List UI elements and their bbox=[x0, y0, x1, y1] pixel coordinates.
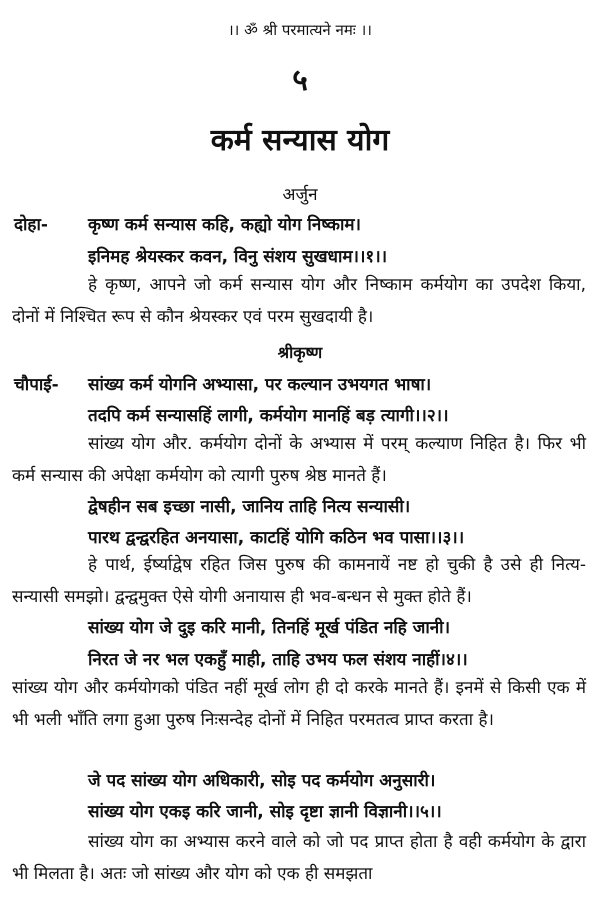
verse-5-line-2: सांख्य योग एकइ करि जानी, सोइ दृष्टा ज्ञानी विज्ञानी।।५।। bbox=[88, 802, 442, 822]
prose-paragraph-4: सांख्य योग और कर्मयोगको पंडित नहीं मूर्ख लोग ही दो करके मानते हैं। इनमें से किसी एक में भी भली भाँति लगा हुआ पुरुष निःसन्देह दोनों में निहित परमतत्व प्राप्त करता है। bbox=[12, 678, 586, 730]
chapter-number: ५ bbox=[292, 63, 308, 98]
verse-3-line-1: द्वेषहीन सब इच्छा नासी, जानिय ताहि नित्य सन्यासी। bbox=[88, 497, 411, 517]
doha-line-2: इनिमह श्रेयस्कर कवन, विनु संशय सुखधाम।।१।। bbox=[88, 247, 388, 267]
verse-4-line-2: निरत जे नर भल एकहुँ माही, ताहि उभय फल संशय नाहीं।४।। bbox=[88, 650, 468, 670]
prose-paragraph-5: सांख्य योग का अभ्यास करने वाले को जो पद प्राप्त होता है वही कर्मयोग के द्वारा भी मिलता है। अतः जो सांख्य और योग को एक ही समझता bbox=[12, 832, 586, 884]
chapter-title: कर्म सन्यास योग bbox=[210, 123, 390, 158]
invocation-header: ।। ॐ श्री परमात्यने नमः ।। bbox=[228, 21, 372, 39]
verse-5-line-1: जे पद सांख्य योग अधिकारी, सोइ पद कर्मयोग अनुसारी। bbox=[88, 771, 436, 791]
verse-4-line-1: सांख्य योग जे दुइ करि मानी, तिनहिं मूर्ख पंडित नहि जानी। bbox=[88, 618, 451, 638]
label-chaupai: चौपाई- bbox=[14, 375, 59, 395]
verse-3-line-2: पारथ द्वन्द्वरहित अनयासा, काटहिं योगि कठिन भव पासा।।३।। bbox=[88, 528, 465, 548]
prose-paragraph-1: हे कृष्ण, आपने जो कर्म सन्यास योग और निष्काम कर्मयोग का उपदेश किया, दोनों में निश्चित रूप से कौन श्रेयस्कर एवं परम सुखदायी है। bbox=[12, 275, 586, 327]
speaker-krishna: श्रीकृष्ण bbox=[277, 343, 323, 362]
doha-line-1: कृष्ण कर्म सन्यास कहि, कह्यो योग निष्काम। bbox=[88, 215, 361, 235]
chaupai-line-2: तदपि कर्म सन्यासहिं लागी, कर्मयोग मानहिं बड़ त्यागी।।२।। bbox=[88, 406, 449, 426]
chaupai-line-1: सांख्य कर्म योगनि अभ्यासा, पर कल्यान उभयगत भाषा। bbox=[88, 375, 432, 395]
prose-paragraph-2: सांख्य योग और. कर्मयोग दोनों के अभ्यास में परम् कल्याण निहित है। फिर भी कर्म सन्यास की अपेक्षा कर्मयोग को त्यागी पुरुष श्रेष्ठ मानते हैं। bbox=[12, 434, 586, 486]
speaker-arjun: अर्जुन bbox=[282, 185, 318, 205]
label-doha: दोहा- bbox=[14, 215, 48, 235]
prose-paragraph-3: हे पार्थ, ईर्ष्याद्वेष रहित जिस पुरुष की कामनायें नष्ट हो चुकी है उसे ही नित्य-सन्यासी समझो। द्वन्द्वमुक्त ऐसे योगी अनायास ही भव-बन्धन से मुक्त होते हैं। bbox=[12, 555, 586, 607]
